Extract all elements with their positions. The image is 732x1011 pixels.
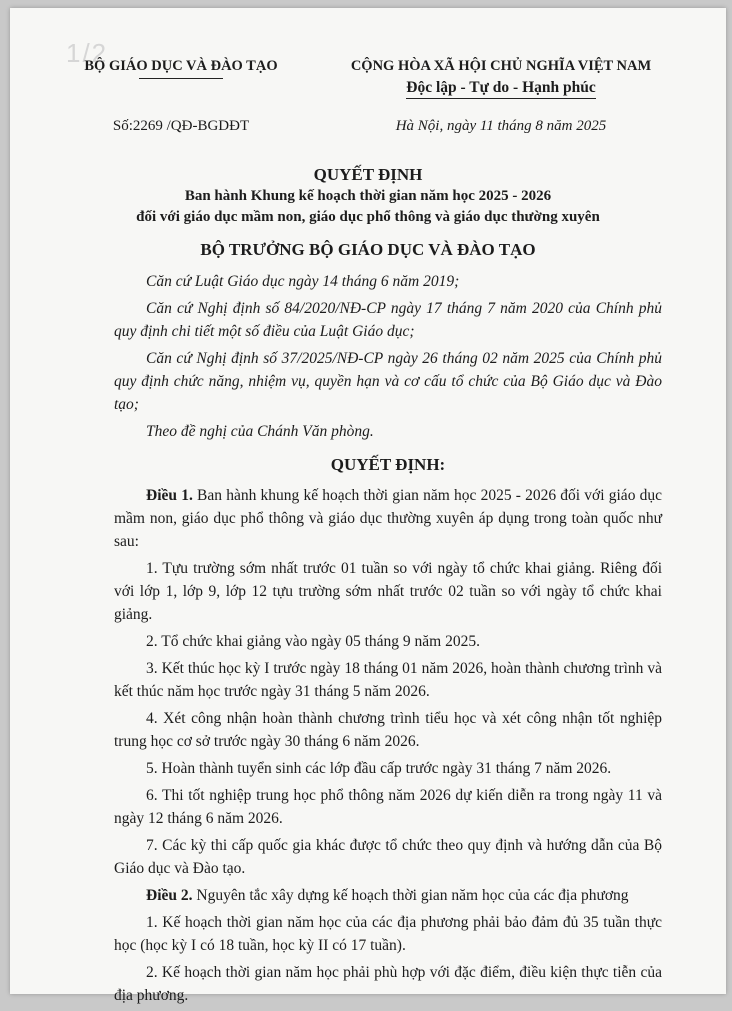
article-1-item-4: 4. Xét công nhận hoàn thành chương trình tiểu học và xét công nhận tốt nghiệp trung học cơ sở trước ngày 30 tháng 6 năm 2026. (114, 710, 662, 750)
national-heading (328, 58, 674, 99)
document-number: Số:2269 /QĐ-BGDĐT (112, 118, 250, 134)
article-1-label: Điều 1. (146, 487, 193, 504)
article-1-item-6: 6. Thi tốt nghiệp trung học phổ thông năm 2026 dự kiến diễn ra trong ngày 11 và ngày 12 tháng 6 năm 2026. (114, 787, 662, 827)
document-body (114, 270, 662, 1011)
issuing-agency (68, 58, 294, 79)
article-2-item-2: 2. Kế hoạch thời gian năm học phải phù hợp với đặc điểm, điều kiện thực tiễn của địa phương. (114, 964, 662, 1004)
legal-basis-4: Theo đề nghị của Chánh Văn phòng. (146, 423, 374, 440)
article-2-label: Điều 2. (146, 887, 193, 904)
page-counter-watermark: 1/2 (66, 38, 109, 68)
article-2 (114, 884, 662, 907)
article-1-item-1: 1. Tựu trường sớm nhất trước 01 tuần so với ngày tổ chức khai giảng. Riêng đối với lớp 1, lớp 9, lớp 12 tựu trường sớm nhất trước 02 tuần so với ngày tổ chức khai giảng. (114, 560, 662, 623)
article-1-item-7: 7. Các kỳ thi cấp quốc gia khác được tổ chức theo quy định và hướng dẫn của Bộ Giáo dục và Đào tạo. (114, 837, 662, 877)
legal-basis-1: Căn cứ Luật Giáo dục ngày 14 tháng 6 năm 2019; (146, 273, 460, 290)
legal-basis-2: Căn cứ Nghị định số 84/2020/NĐ-CP ngày 17 tháng 7 năm 2020 của Chính phủ quy định chi tiết một số điều của Luật Giáo dục; (114, 300, 662, 340)
article-1-item-2: 2. Tổ chức khai giảng vào ngày 05 tháng 9 năm 2025. (146, 633, 480, 650)
decide-heading: QUYẾT ĐỊNH: (330, 455, 446, 474)
country-name: CỘNG HÒA XÃ HỘI CHỦ NGHĨA VIỆT NAM (350, 58, 652, 74)
ministry-name: BỘ GIÁO DỤC VÀ ĐÀO TẠO (84, 58, 278, 74)
title-main: QUYẾT ĐỊNH (313, 165, 423, 184)
article-2-text: Nguyên tắc xây dựng kế hoạch thời gian năm học của các địa phương (196, 887, 629, 904)
national-motto: Độc lập - Tự do - Hạnh phúc (406, 79, 595, 99)
article-1-item-3: 3. Kết thúc học kỳ I trước ngày 18 tháng 01 năm 2026, hoàn thành chương trình và kết thúc năm học trước ngày 31 tháng 5 năm 2026. (114, 660, 662, 700)
legal-basis-3: Căn cứ Nghị định số 37/2025/NĐ-CP ngày 26 tháng 02 năm 2025 của Chính phủ quy định chức năng, nhiệm vụ, quyền hạn và cơ cấu tổ chức của Bộ Giáo dục và Đào tạo; (114, 350, 662, 413)
title-line-1: Ban hành Khung kế hoạch thời gian năm học 2025 - 2026 (184, 188, 552, 204)
document-title (10, 164, 726, 228)
ministry-underline (139, 78, 223, 79)
article-1-text: Ban hành khung kế hoạch thời gian năm học 2025 - 2026 đối với giáo dục mầm non, giáo dục phổ thông và giáo dục thường xuyên áp dụng trong toàn quốc như sau: (114, 487, 663, 550)
authority-heading: BỘ TRƯỞNG BỘ GIÁO DỤC VÀ ĐÀO TẠO (200, 240, 536, 259)
article-2-item-1: 1. Kế hoạch thời gian năm học của các địa phương phải bảo đảm đủ 35 tuần thực học (học kỳ I có 18 tuần, học kỳ II có 17 tuần). (114, 914, 662, 954)
place-date: Hà Nội, ngày 11 tháng 8 năm 2025 (395, 118, 607, 134)
document-page (10, 8, 726, 1004)
title-line-2: đối với giáo dục mầm non, giáo dục phổ thông và giáo dục thường xuyên (136, 209, 600, 225)
article-1 (114, 484, 662, 553)
article-1-item-5: 5. Hoàn thành tuyển sinh các lớp đầu cấp trước ngày 31 tháng 7 năm 2026. (146, 760, 612, 777)
